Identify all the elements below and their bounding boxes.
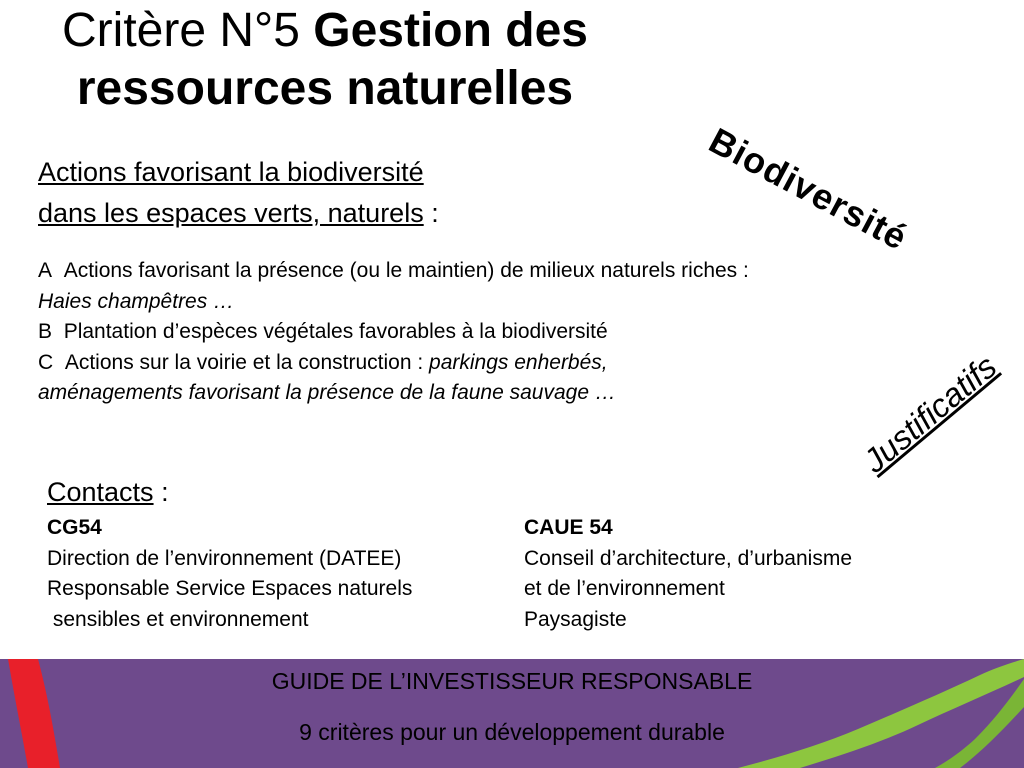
action-c-label: C [38,350,54,374]
subtitle-suffix: : [423,198,439,228]
contact-cg54 [47,513,517,635]
contacts-heading [47,474,169,510]
footer-subtitle: 9 critères pour un développement durable [299,719,725,745]
footer-banner [0,659,1024,768]
title-bold-line2: ressources naturelles [76,62,574,115]
footer-title: GUIDE DE L’INVESTISSEUR RESPONSABLE [271,668,753,694]
action-b-label: B [38,320,53,343]
biodiversity-tag: Biodiversité [702,119,915,259]
section-subtitle [38,152,598,234]
contact-caue54 [524,513,964,635]
action-a-label: A [38,259,53,282]
contact-caue54-org: CAUE 54 [524,516,613,539]
contact-caue54-line1: Conseil d’architecture, d’urbanisme [524,546,852,570]
justificatifs-link[interactable]: Justificatifs [855,347,1004,480]
title-bold-line1: Gestion des [313,4,588,57]
contact-cg54-line3: sensibles et environnement [47,607,309,631]
action-a-example: Haies champêtres … [38,289,235,313]
page-title [0,2,650,118]
action-c-example: parkings enherbés, aménagements favorisant la présence de la faune sauvage … [38,350,616,404]
contact-cg54-org: CG54 [47,516,102,539]
action-a-text: Actions favorisant la présence (ou le maintien) de milieux naturels riches : [63,259,749,282]
contacts-heading-label: Contacts [47,477,154,507]
contact-cg54-line2: Responsable Service Espaces naturels [47,577,413,600]
contact-cg54-line1: Direction de l’environnement (DATEE) [47,546,402,570]
action-c-text: Actions sur la voirie et la construction : [64,350,430,374]
subtitle-line2: dans les espaces verts, naturels [38,198,424,228]
actions-list [38,256,758,409]
contact-caue54-line2: et de l’environnement [524,577,725,600]
contacts-heading-suffix: : [153,477,169,507]
subtitle-line1: Actions favorisant la biodiversité [38,157,424,187]
title-prefix: Critère N°5 [62,4,314,57]
contact-caue54-line3: Paysagiste [524,607,627,631]
action-b-text: Plantation d’espèces végétales favorables à la biodiversité [63,320,608,343]
